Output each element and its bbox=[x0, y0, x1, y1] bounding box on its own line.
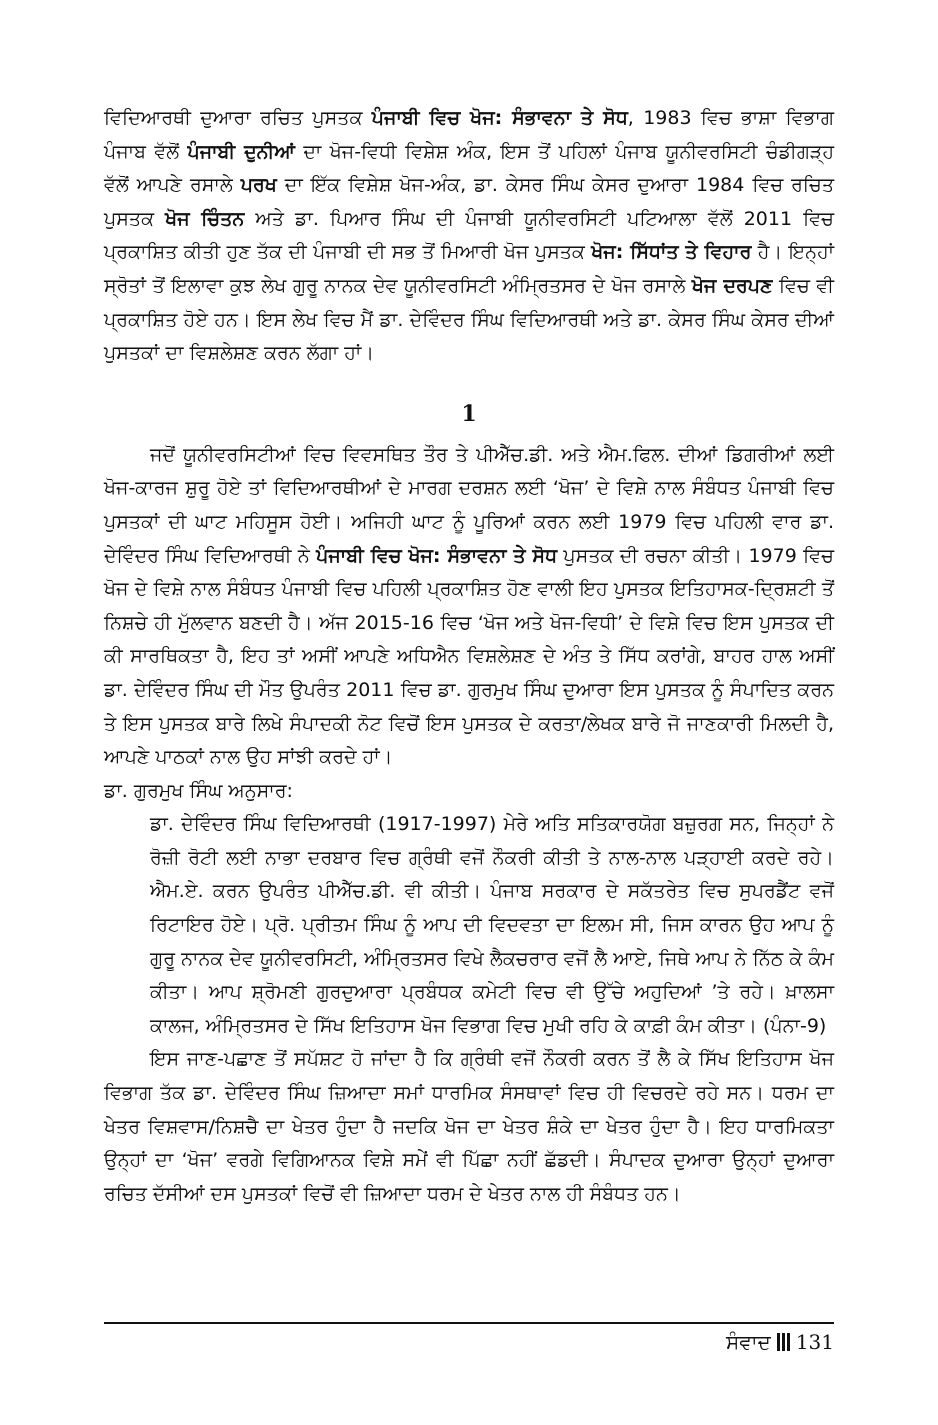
page-body bbox=[104, 102, 834, 1211]
book-title: ਖੋਜ ਚਿੰਤਨ bbox=[165, 207, 245, 230]
quote-intro: ਡਾ. ਗੁਰਮੁਖ ਸਿੰਘ ਅਨੁਸਾਰ: bbox=[104, 779, 293, 802]
body-paragraph: ਇਸ ਜਾਣ-ਪਛਾਣ ਤੋਂ ਸਪੱਸ਼ਟ ਹੋ ਜਾਂਦਾ ਹੈ ਕਿ ਗ੍ਰੰਥੀ ਵਜੋਂ ਨੌਕਰੀ ਕਰਨ ਤੋਂ ਲੈ ਕੇ ਸਿੱਖ ਇਤਿਹਾਸ ਖੋਜ ਵਿਭਾਗ ਤੱਕ ਡਾ. ਦੇਵਿੰਦਰ ਸਿੰਘ ਜ਼ਿਆਦਾ ਸਮਾਂ ਧਾਰਮਿਕ ਸੰਸਥਾਵਾਂ ਵਿਚ ਹੀ ਵਿਚਰਦੇ ਰਹੇ ਸਨ। ਧਰਮ ਦਾ ਖੇਤਰ ਵਿਸ਼ਵਾਸ/ਨਿਸ਼ਚੈ ਦਾ ਖੇਤਰ ਹੁੰਦਾ ਹੈ ਜਦਕਿ ਖੋਜ ਦਾ ਖੇਤਰ ਸ਼ੰਕੇ ਦਾ ਖੇਤਰ ਹੁੰਦਾ ਹੈ। ਇਹ ਧਾਰਮਿਕਤਾ ਉਨ੍ਹਾਂ ਦਾ ‘ਖੋਜ’ ਵਰਗੇ ਵਿਗਿਆਨਕ ਵਿਸ਼ੇ ਸਮੇਂ ਵੀ ਪਿੱਛਾ ਨਹੀਂ ਛੱਡਦੀ। ਸੰਪਾਦਕ ਦੁਆਰਾ ਉਨ੍ਹਾਂ ਦੁਆਰਾ ਰਚਿਤ ਦੱਸੀਆਂ ਦਸ ਪੁਸਤਕਾਂ ਵਿਚੋਂ ਵੀ ਜ਼ਿਆਦਾ ਧਰਮ ਦੇ ਖੇਤਰ ਨਾਲ ਹੀ ਸੰਬੰਧਤ ਹਨ। bbox=[104, 1048, 834, 1205]
text-run: ਵਿਚ ਵੀ ਪ੍ਰਕਾਸ਼ਿਤ ਹੋਏ ਹਨ। ਇਸ ਲੇਖ ਵਿਚ ਮੈਂ ਡਾ. ਦੇਵਿੰਦਰ ਸਿੰਘ ਵਿਦਿਆਰਥੀ ਅਤੇ ਡਾ. ਕੇਸਰ ਸਿੰਘ ਕੇਸਰ ਦੀਆਂ ਪੁਸਤਕਾਂ ਦਾ ਵਿਸ਼ਲੇਸ਼ਣ ਕਰਨ ਲੱਗਾ ਹਾਂ। bbox=[104, 274, 834, 365]
journal-title: ਪੰਜਾਬੀ ਦੁਨੀਆਂ bbox=[187, 140, 295, 163]
text-run: ਪੁਸਤਕ ਦੀ ਰਚਨਾ ਕੀਤੀ। 1979 ਵਿਚ ਖੋਜ ਦੇ ਵਿਸ਼ੇ ਨਾਲ ਸੰਬੰਧਤ ਪੰਜਾਬੀ ਵਿਚ ਪਹਿਲੀ ਪ੍ਰਕਾਸ਼ਿਤ ਹੋਣ ਵਾਲੀ ਇਹ ਪੁਸਤਕ ਇਤਿਹਾਸਕ-ਦ੍ਰਿਸ਼ਟੀ ਤੋਂ ਨਿਸ਼ਚੇ ਹੀ ਮੁੱਲਵਾਨ ਬਣਦੀ ਹੈ। ਅੱਜ 2015-16 ਵਿਚ ‘ਖੋਜ ਅਤੇ ਖੋਜ-ਵਿਧੀ’ ਦੇ ਵਿਸ਼ੇ ਵਿਚ ਇਸ ਪੁਸਤਕ ਦੀ ਕੀ ਸਾਰਥਿਕਤਾ ਹੈ, ਇਹ ਤਾਂ ਅਸੀਂ ਆਪਣੇ ਅਧਿਐਨ ਵਿਸ਼ਲੇਸ਼ਣ ਦੇ ਅੰਤ ਤੇ ਸਿੱਧ ਕਰਾਂਗੇ, ਬਾਹਰ ਹਾਲ ਅਸੀਂ ਡਾ. ਦੇਵਿੰਦਰ ਸਿੰਘ ਦੀ ਮੌਤ ਉਪਰੰਤ 2011 ਵਿਚ ਡਾ. ਗੁਰਮੁਖ ਸਿੰਘ ਦੁਆਰਾ ਇਸ ਪੁਸਤਕ ਨੂੰ ਸੰਪਾਦਿਤ ਕਰਨ ਤੇ ਇਸ ਪੁਸਤਕ ਬਾਰੇ ਲਿਖੇ ਸੰਪਾਦਕੀ ਨੋਟ ਵਿਚੋਂ ਇਸ ਪੁਸਤਕ ਦੇ ਕਰਤਾ/ਲੇਖਕ ਬਾਰੇ ਜੋ ਜਾਣਕਾਰੀ ਮਿਲਦੀ ਹੈ, ਆਪਣੇ ਪਾਠਕਾਂ ਨਾਲ ਉਹ ਸਾਂਝੀ ਕਰਦੇ ਹਾਂ। bbox=[104, 544, 834, 769]
journal-name: ਸੰਵਾਦ bbox=[726, 1330, 771, 1354]
separator-bars-icon bbox=[777, 1332, 790, 1352]
book-title: ਖੋਜ: ਸਿੱਧਾਂਤ ਤੇ ਵਿਹਾਰ bbox=[591, 241, 752, 264]
page-footer bbox=[726, 1330, 834, 1354]
footer-rule bbox=[104, 1322, 834, 1324]
text-run: ਦਾ ਖੋਜ-ਵਿਧੀ ਵਿਸ਼ੇਸ਼ ਅੰਕ, ਇਸ ਤੋਂ ਪਹਿਲਾਂ ਪੰਜਾਬ ਯੂਨੀਵਰਸਿਟੀ ਚੰਡੀਗੜ੍ਹ ਵੱਲੋਂ ਆਪਣੇ ਰਸਾਲੇ bbox=[104, 140, 835, 197]
journal-title: ਪਰਖ bbox=[240, 174, 277, 197]
page-number: 131 bbox=[795, 1330, 834, 1354]
book-title: ਪੰਜਾਬੀ ਵਿਚ ਖੋਜ: ਸੰਭਾਵਨਾ ਤੇ ਸੋਧ bbox=[316, 544, 558, 567]
journal-title: ਖੋਜ ਦਰਪਣ bbox=[691, 274, 773, 297]
text-run: ਦਾ ਇੱਕ ਵਿਸ਼ੇਸ਼ ਖੋਜ-ਅੰਕ, ਡਾ. ਕੇਸਰ ਸਿੰਘ ਕੇਸਰ ਦੁਆਰਾ 1984 ਵਿਚ ਰਚਿਤ ਪੁਸਤਕ bbox=[104, 174, 834, 230]
text-run: , 1983 ਵਿਚ ਭਾਸ਼ਾ ਵਿਭਾਗ ਪੰਜਾਬ ਵੱਲੋਂ bbox=[104, 107, 834, 163]
body-paragraph bbox=[104, 439, 834, 775]
text-run: ਹੈ। ਇਨ੍ਹਾਂ ਸ੍ਰੋਤਾਂ ਤੋਂ ਇਲਾਵਾ ਕੁਝ ਲੇਖ ਗੁਰੂ ਨਾਨਕ ਦੇਵ ਯੂਨੀਵਰਸਿਟੀ ਅੰਮ੍ਰਿਤਸਰ ਦੇ ਖੋਜ ਰਸਾਲੇ bbox=[104, 241, 835, 297]
block-quote: ਡਾ. ਦੇਵਿੰਦਰ ਸਿੰਘ ਵਿਦਿਆਰਥੀ (1917-1997) ਮੇਰੇ ਅਤਿ ਸਤਿਕਾਰਯੋਗ ਬਜ਼ੁਰਗ ਸਨ, ਜਿਨ੍ਹਾਂ ਨੇ ਰੋਜ਼ੀ ਰੋਟੀ ਲਈ ਨਾਭਾ ਦਰਬਾਰ ਵਿਚ ਗ੍ਰੰਥੀ ਵਜੋਂ ਨੌਕਰੀ ਕੀਤੀ ਤੇ ਨਾਲ-ਨਾਲ ਪੜ੍ਹਾਈ ਕਰਦੇ ਰਹੇ। ਐਮ.ਏ. ਕਰਨ ਉਪਰੰਤ ਪੀਐੱਚ.ਡੀ. ਵੀ ਕੀਤੀ। ਪੰਜਾਬ ਸਰਕਾਰ ਦੇ ਸਕੱਤਰੇਤ ਵਿਚ ਸੁਪਰਡੈਂਟ ਵਜੋਂ ਰਿਟਾਇਰ ਹੋਏ। ਪ੍ਰੋ. ਪ੍ਰੀਤਮ ਸਿੰਘ ਨੂੰ ਆਪ ਦੀ ਵਿਦਵਤਾ ਦਾ ਇਲਮ ਸੀ, ਜਿਸ ਕਾਰਨ ਉਹ ਆਪ ਨੂੰ ਗੁਰੂ ਨਾਨਕ ਦੇਵ ਯੂਨੀਵਰਸਿਟੀ, ਅੰਮ੍ਰਿਤਸਰ ਵਿਖੇ ਲੈਕਚਰਾਰ ਵਜੋਂ ਲੈ ਆਏ, ਜਿਥੇ ਆਪ ਨੇ ਨਿੱਠ ਕੇ ਕੰਮ ਕੀਤਾ। ਆਪ ਸ਼੍ਰੋਮਣੀ ਗੁਰਦੁਆਰਾ ਪ੍ਰਬੰਧਕ ਕਮੇਟੀ ਵਿਚ ਵੀ ਉੱਚੇ ਅਹੁਦਿਆਂ ’ਤੇ ਰਹੇ। ਖ਼ਾਲਸਾ ਕਾਲਜ, ਅੰਮ੍ਰਿਤਸਰ ਦੇ ਸਿੱਖ ਇਤਿਹਾਸ ਖੋਜ ਵਿਭਾਗ ਵਿਚ ਮੁਖੀ ਰਹਿ ਕੇ ਕਾਫ਼ੀ ਕੰਮ ਕੀਤਾ। (ਪੰਨਾ-9) bbox=[150, 813, 834, 1037]
section-heading: 1 bbox=[461, 400, 477, 427]
text-run: ਵਿਦਿਆਰਥੀ ਦੁਆਰਾ ਰਚਿਤ ਪੁਸਤਕ bbox=[104, 107, 372, 129]
text-run: ਜਦੋਂ ਯੂਨੀਵਰਸਿਟੀਆਂ ਵਿਚ ਵਿਵਸਥਿਤ ਤੌਰ ਤੇ ਪੀਐੱਚ.ਡੀ. ਅਤੇ ਐਮ.ਫਿਲ. ਦੀਆਂ ਡਿਗਰੀਆਂ ਲਈ ਖੋਜ-ਕਾਰਜ ਸ਼ੁਰੂ ਹੋਏ ਤਾਂ ਵਿਦਿਆਰਥੀਆਂ ਦੇ ਮਾਰਗ ਦਰਸ਼ਨ ਲਈ ‘ਖੋਜ’ ਦੇ ਵਿਸ਼ੇ ਨਾਲ ਸੰਬੰਧਤ ਪੰਜਾਬੀ ਵਿਚ ਪੁਸਤਕਾਂ ਦੀ ਘਾਟ ਮਹਿਸੂਸ ਹੋਈ। ਅਜਿਹੀ ਘਾਟ ਨੂੰ ਪੂਰਿਆਂ ਕਰਨ ਲਈ 1979 ਵਿਚ ਪਹਿਲੀ ਵਾਰ ਡਾ. ਦੇਵਿੰਦਰ ਸਿੰਘ ਵਿਦਿਆਰਥੀ ਨੇ bbox=[104, 443, 834, 567]
text-run: ਅਤੇ ਡਾ. ਪਿਆਰ ਸਿੰਘ ਦੀ ਪੰਜਾਬੀ ਯੂਨੀਵਰਸਿਟੀ ਪਟਿਆਲਾ ਵੱਲੋਂ 2011 ਵਿਚ ਪ੍ਰਕਾਸ਼ਿਤ ਕੀਤੀ ਹੁਣ ਤੱਕ ਦੀ ਪੰਜਾਬੀ ਦੀ ਸਭ ਤੋਂ ਮਿਆਰੀ ਖੋਜ ਪੁਸਤਕ bbox=[104, 207, 834, 264]
intro-paragraph bbox=[104, 102, 834, 371]
book-title: ਪੰਜਾਬੀ ਵਿਚ ਖੋਜ: ਸੰਭਾਵਨਾ ਤੇ ਸੋਧ bbox=[371, 107, 628, 129]
